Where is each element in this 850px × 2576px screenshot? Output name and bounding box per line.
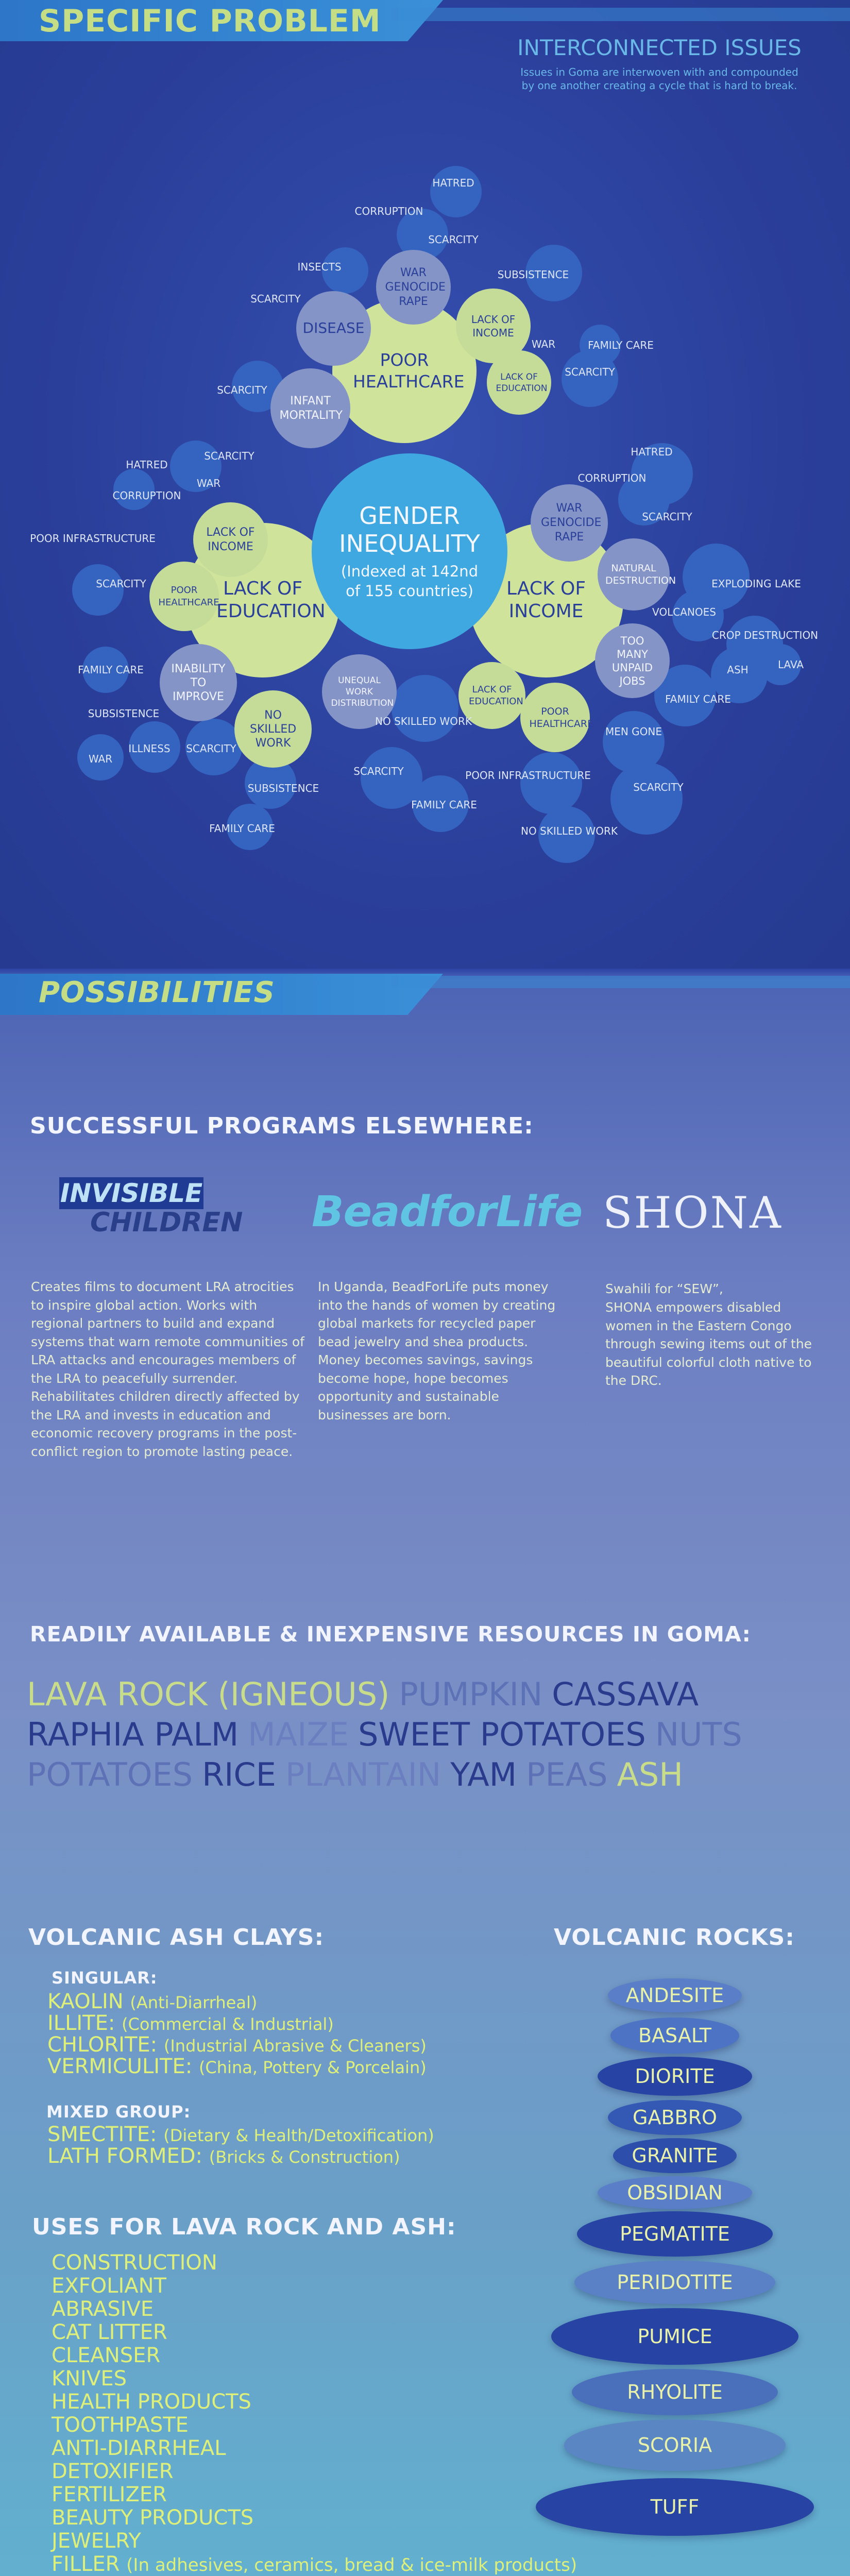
resource-word: CASSAVA — [552, 1675, 699, 1713]
issue-label: FAMILY CARE — [588, 339, 654, 351]
shona-text-1: Swahili for “SEW”, — [605, 1281, 723, 1296]
use-item: CONSTRUCTION — [52, 2251, 217, 2275]
resource-word: SWEET POTATOES — [358, 1716, 646, 1753]
unequal-work-distribution-bubble: UNEQUAL WORK DISTRIBUTION — [322, 654, 397, 729]
issue-label: SUBSISTENCE — [88, 707, 160, 720]
resources-list — [27, 1674, 841, 1795]
issue-label: CORRUPTION — [577, 472, 647, 484]
interconnected-issues-section — [0, 0, 850, 969]
resource-word: NUTS — [655, 1716, 742, 1753]
rock-stone: BASALT — [610, 2018, 739, 2054]
use-item: ABRASIVE — [52, 2297, 154, 2321]
uses-heading: USES FOR LAVA ROCK AND ASH: — [32, 2214, 456, 2240]
resource-word: POTATOES — [27, 1756, 193, 1793]
specific-problem-title: SPECIFIC PROBLEM — [39, 3, 381, 39]
issue-label: HATRED — [126, 459, 168, 471]
clay-item: KAOLIN (Anti-Diarrheal) — [47, 1990, 258, 2013]
rock-stone: GRANITE — [613, 2138, 737, 2173]
resources-heading: READILY AVAILABLE & INEXPENSIVE RESOURCES IN GOMA: — [30, 1622, 751, 1647]
clay-item: ILLITE: (Commercial & Industrial) — [47, 2011, 334, 2035]
issue-label: CROP DESTRUCTION — [711, 629, 819, 641]
small-bubble — [603, 711, 665, 773]
issue-label: SCARCITY — [642, 511, 692, 523]
rock-stone: RHYOLITE — [572, 2369, 778, 2415]
resource-word: RAPHIA PALM — [27, 1716, 239, 1753]
resource-word: LAVA ROCK (IGNEOUS) — [27, 1675, 390, 1713]
issue-label: SCARCITY — [633, 781, 684, 793]
rock-stone: GABBRO — [608, 2100, 742, 2135]
issue-label: FAMILY CARE — [411, 799, 477, 811]
rock-stone: TUFF — [536, 2478, 814, 2536]
issue-label: SCARCITY — [217, 384, 267, 396]
singular-label: SINGULAR: — [52, 1968, 158, 1988]
infant-mortality-bubble: INFANT MORTALITY — [270, 368, 350, 448]
rock-stone: OBSIDIAN — [598, 2176, 752, 2209]
small-bubble — [430, 166, 482, 217]
disease-bubble: DISEASE — [296, 291, 371, 366]
issue-label: WAR — [88, 753, 113, 765]
issue-label: VOLCANOES — [652, 606, 716, 618]
programs-heading: SUCCESSFUL PROGRAMS ELSEWHERE: — [30, 1113, 534, 1139]
too-many-unpaid-jobs-bubble: TOO MANY UNPAID JOBS — [595, 623, 670, 698]
issue-label: SCARCITY — [204, 450, 254, 462]
use-item: CLEANSER — [52, 2344, 161, 2367]
issue-label: SCARCITY — [428, 233, 479, 246]
small-bubble — [392, 675, 458, 742]
ed-poor-healthcare-bubble: POOR HEALTHCARE — [149, 562, 219, 631]
issue-label: FAMILY CARE — [78, 664, 144, 676]
clay-item: LATH FORMED: (Bricks & Construction) — [47, 2144, 400, 2168]
clay-item: SMECTITE: (Dietary & Health/Detoxification) — [47, 2123, 434, 2146]
in-poor-healthcare-bubble: POOR HEALTHCARE — [520, 683, 590, 752]
use-item: KNIVES — [52, 2367, 127, 2391]
issue-label: HATRED — [631, 446, 673, 458]
issue-label: SCARCITY — [96, 578, 146, 590]
use-item: FERTILIZER — [52, 2483, 167, 2506]
rock-stone: DIORITE — [598, 2057, 752, 2096]
clay-item: VERMICULITE: (China, Pottery & Porcelain) — [47, 2055, 427, 2078]
resource-word: ASH — [617, 1756, 683, 1793]
issue-label: WAR — [196, 477, 221, 489]
issue-label: SCARCITY — [186, 742, 236, 755]
beadforlife-text: In Uganda, BeadForLife puts money into the hands of women by creating global markets for recycled paper bead jewelry and shea products. Money becomes savings, savings become hope, hope becomes opportunity and sustainable businesses are born. — [318, 1279, 556, 1422]
use-item: EXFOLIANT — [52, 2274, 166, 2298]
use-item: CAT LITTER — [52, 2320, 167, 2344]
small-bubble — [562, 350, 618, 407]
issue-label: SUBSISTENCE — [247, 782, 319, 794]
issue-label: WAR — [531, 338, 556, 350]
in-war-genocide-rape-bubble: WAR GENOCIDE RAPE — [531, 484, 608, 562]
clays-heading: VOLCANIC ASH CLAYS: — [28, 1924, 325, 1951]
small-bubble — [72, 564, 124, 616]
issue-label: LAVA — [777, 658, 804, 671]
natural-destruction-bubble: NATURAL DESTRUCTION — [598, 538, 670, 611]
shona-text-2: SHONA empowers disabled women in the Eastern Congo through sewing items out of the beautiful colorful cloth native to the DRC. — [605, 1300, 812, 1388]
issue-label: SUBSISTENCE — [497, 268, 569, 281]
gender-inequality-bubble: GENDER INEQUALITY (Indexed at 142nd of 155 countries) — [312, 453, 507, 649]
issues-bubble-graph — [0, 0, 850, 969]
issue-label: SCARCITY — [250, 293, 301, 305]
rock-stone: PERIDOTITE — [574, 2261, 775, 2304]
interconnected-issues-title: INTERCONNECTED ISSUES — [517, 35, 802, 60]
issue-label: ASH — [727, 664, 749, 676]
issue-label: SCARCITY — [353, 765, 404, 777]
banner-stripe — [392, 976, 850, 988]
possibilities-title: POSSIBILITIES — [39, 976, 275, 1009]
interconnected-issues-subtitle-2: by one another creating a cycle that is hard to break. — [521, 79, 797, 92]
issue-label: EXPLODING LAKE — [711, 578, 801, 590]
ed-lack-of-income-bubble: LACK OF INCOME — [193, 502, 268, 577]
uses-list — [52, 2251, 577, 2576]
rock-stone: PEGMATITE — [577, 2211, 773, 2257]
in-lack-of-education-bubble: LACK OF EDUCATION — [458, 662, 525, 729]
use-item: BEAUTY PRODUCTS — [52, 2506, 254, 2530]
resource-word: PUMPKIN — [399, 1675, 543, 1713]
rock-stone: ANDESITE — [608, 1978, 742, 2012]
resource-word: RICE — [202, 1756, 276, 1793]
hc-lack-of-education-bubble: LACK OF EDUCATION — [487, 350, 551, 415]
shona-logo: SHONA — [603, 1188, 783, 1238]
issue-label: CORRUPTION — [354, 205, 423, 217]
small-bubble — [520, 752, 582, 814]
small-bubble — [610, 762, 683, 835]
issue-label: NO SKILLED WORK — [521, 825, 618, 837]
lack-of-education-bubble: LACK OF EDUCATION — [185, 523, 340, 677]
clay-item: CHLORITE: (Industrial Abrasive & Cleaners) — [47, 2033, 427, 2057]
use-item-filler: FILLER (In adhesives, ceramics, bread & ice-milk products) — [52, 2552, 577, 2576]
resource-word: PEAS — [526, 1756, 608, 1793]
use-item: JEWELRY — [52, 2529, 141, 2553]
use-item: DETOXIFIER — [52, 2460, 174, 2483]
inability-to-improve-bubble: INABILITY TO IMPROVE — [160, 644, 237, 721]
issue-label: POOR INFRASTRUCTURE — [30, 532, 156, 545]
issue-label: SCARCITY — [565, 366, 615, 378]
issue-label: HATRED — [432, 177, 474, 189]
poor-healthcare-bubble: POOR HEALTHCARE — [332, 299, 477, 443]
issue-label: INSECTS — [297, 261, 342, 273]
beadforlife-logo: BeadforLife — [312, 1188, 583, 1236]
invisible-children-text: Creates films to document LRA atrocities to inspire global action. Works with regional partners to build and expand systems that warn remote communities of LRA attacks and encourages members of the LRA to peacefully surrender. Rehabilitates children directly affected by the LRA and invests in education and economic recovery programs in the post-conflict region to promote lasting peace. — [31, 1279, 304, 1459]
hc-lack-of-income-bubble: LACK OF INCOME — [456, 289, 531, 363]
issue-label: FAMILY CARE — [209, 822, 275, 835]
invisible-children-logo: INVISIBLE CHILDREN — [60, 1178, 243, 1238]
lack-of-income-bubble: LACK OF INCOME — [469, 523, 623, 677]
use-item: HEALTH PRODUCTS — [52, 2390, 251, 2414]
use-item: TOOTHPASTE — [52, 2413, 189, 2437]
rock-stone: PUMICE — [551, 2308, 798, 2365]
interconnected-issues-subtitle-1: Issues in Goma are interwoven with and compounded — [520, 66, 798, 78]
ed-no-skilled-work-bubble: NO SKILLED WORK — [234, 690, 312, 768]
mixed-label: MIXED GROUP: — [46, 2102, 191, 2122]
issue-label: POOR INFRASTRUCTURE — [465, 769, 591, 782]
war-genocide-rape-bubble: WAR GENOCIDE RAPE — [376, 250, 451, 325]
resource-word: YAM — [450, 1756, 517, 1793]
issue-label: FAMILY CARE — [665, 693, 731, 705]
issue-label: MEN GONE — [605, 725, 662, 738]
resource-word: MAIZE — [248, 1716, 349, 1753]
rocks-heading: VOLCANIC ROCKS: — [554, 1924, 795, 1951]
issue-label: NO SKILLED WORK — [375, 715, 472, 727]
possibilities-section — [0, 969, 850, 2576]
use-item: ANTI-DIARRHEAL — [52, 2436, 226, 2460]
resource-word: PLANTAIN — [285, 1756, 441, 1793]
issue-label: CORRUPTION — [112, 489, 181, 502]
issue-label: ILLNESS — [128, 742, 171, 755]
rock-stone: SCORIA — [564, 2419, 786, 2471]
